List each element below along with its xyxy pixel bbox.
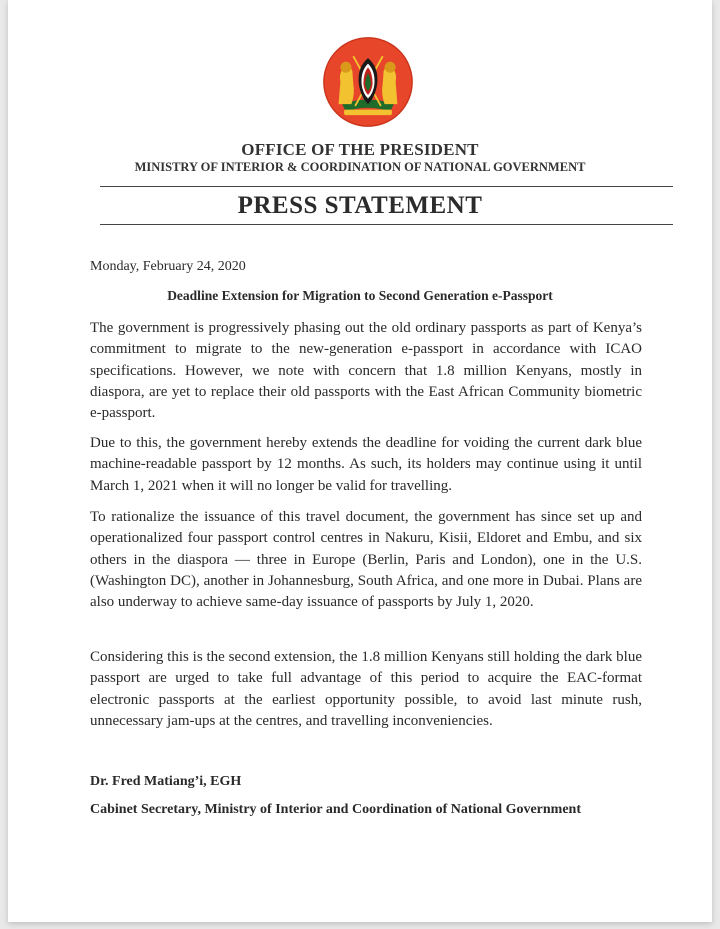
paragraph: Due to this, the government hereby extends the deadline for voiding the current dark blue machine-readable passport by 12 months. As such, its holders may continue using it until March 1, 2021 when it will no longer be valid for travelling. <box>90 435 642 494</box>
paragraph: Considering this is the second extension, the 1.8 million Kenyans still holding the dark blue passport are urged to take full advantage of this period to acquire the EAC-format electronic passports at the earliest opportunity possible, to avoid last minute rush, unnecessary jam-ups at the centres, and travelling inconveniencies. <box>90 649 642 729</box>
press-statement-heading: PRESS STATEMENT <box>237 192 483 219</box>
office-title: OFFICE OF THE PRESIDENT <box>241 140 479 159</box>
statement-date: Monday, February 24, 2020 <box>90 259 246 274</box>
paragraph: To rationalize the issuance of this travel document, the government has since set up and operationalized four passport control centres in Nakuru, Kisii, Eldoret and Embu, and six others in the diaspora — three in Europe (Berlin, Paris and London), one in the U.S. (Washington DC), another in Johannesburg, South Africa, and one more in Dubai. Plans are also underway to achieve same-day issuance of passports by July 1, 2020. <box>90 509 642 611</box>
divider-bottom <box>100 224 673 225</box>
paragraph: The government is progressively phasing out the old ordinary passports as part of Kenya’s commitment to migrate to the new-generation e-passport in accordance with ICAO specifications. However, we note with concern that 1.8 million Kenyans, mostly in diaspora, are yet to replace their old passports with the East African Community biometric e-passport. <box>90 320 642 422</box>
signer-name: Dr. Fred Matiang’i, EGH <box>90 774 242 789</box>
press-statement-sheet <box>8 0 712 922</box>
divider-top <box>100 186 673 187</box>
signer-title: Cabinet Secretary, Ministry of Interior and Coordination of National Government <box>90 802 582 817</box>
ministry-subtitle: MINISTRY OF INTERIOR & COORDINATION OF NATIONAL GOVERNMENT <box>134 160 586 174</box>
statement-headline: Deadline Extension for Migration to Second Generation e-Passport <box>167 288 553 303</box>
kenya-coat-of-arms-icon <box>322 36 414 128</box>
